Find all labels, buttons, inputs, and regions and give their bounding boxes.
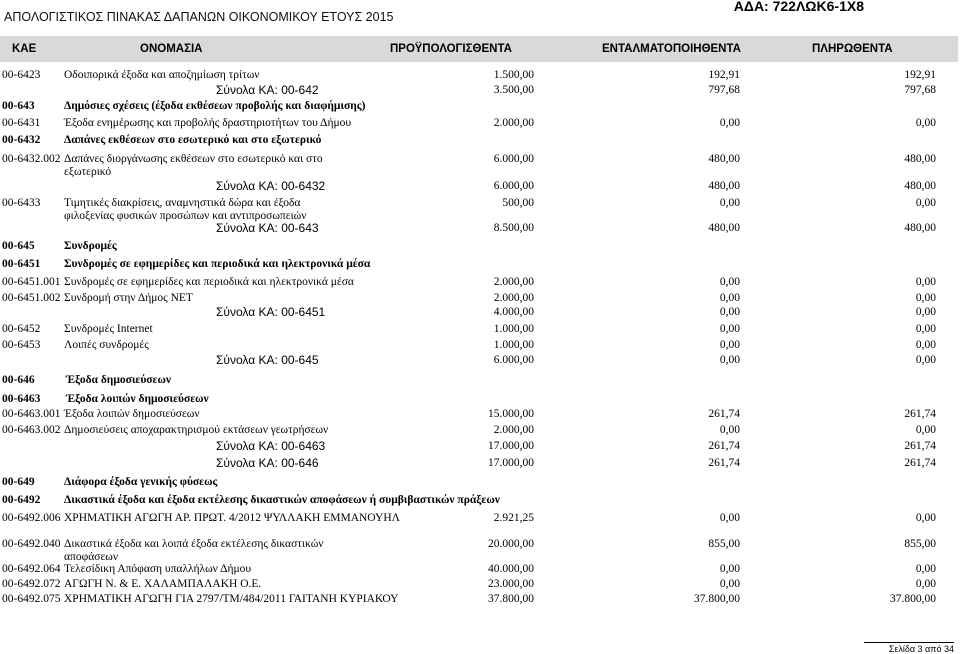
budget-cell: 2.000,00 xyxy=(493,117,534,129)
committed-cell: 0,00 xyxy=(719,292,740,304)
budget-cell: 8.500,00 xyxy=(493,222,534,234)
budget-cell: 20.000,00 xyxy=(488,538,534,550)
description-cell: Συνδρομές Internet xyxy=(64,323,153,335)
description-cell: ΧΡΗΜΑΤΙΚΗ ΑΓΩΓΗ ΓΙΑ 2797/ΤΜ/484/2011 ΓΑΙΤΑΝΗ ΚΥΡΙΑΚΟΥ xyxy=(64,593,399,605)
group-title: Δικαστικά έξοδα και έξοδα εκτέλεσης δικαστικών αποφάσεων ή συμβιβαστικών πράξεων xyxy=(64,494,500,506)
paid-cell: 0,00 xyxy=(915,563,936,575)
code-cell: 00-6492.064 xyxy=(2,563,61,575)
committed-cell: 0,00 xyxy=(719,117,740,129)
budget-cell: 37.800,00 xyxy=(488,593,534,605)
column-header-name: ΟΝΟΜΑΣΙΑ xyxy=(140,43,203,55)
committed-cell: 0,00 xyxy=(719,512,740,524)
committed-cell: 0,00 xyxy=(719,276,740,288)
committed-cell: 0,00 xyxy=(719,354,740,366)
budget-cell: 15.000,00 xyxy=(488,408,534,420)
budget-cell: 6.000,00 xyxy=(493,153,534,165)
paid-cell: 0,00 xyxy=(915,354,936,366)
committed-cell: 855,00 xyxy=(708,538,740,550)
description-cell: Τιμητικές διακρίσεις, αναμνηστικά δώρα και έξοδα φιλοξενίας φυσικών προσώπων και αντιπροσωπειών xyxy=(64,197,307,222)
code-cell: 00-6463.001 xyxy=(2,408,61,420)
budget-cell: 6.000,00 xyxy=(493,354,534,366)
code-cell: 00-6492.040 xyxy=(2,538,61,550)
description-cell: Οδοιπορικά έξοδα και αποζημίωση τρίτων xyxy=(64,69,260,81)
budget-cell: 1.000,00 xyxy=(493,339,534,351)
description-cell: ΑΓΩΓΗ Ν. & Ε. ΧΑΛΑΜΠΑΛΑΚΗ Ο.Ε. xyxy=(64,578,262,590)
description-cell: Έξοδα λοιπών δημοσιεύσεων xyxy=(64,408,200,420)
committed-cell: 0,00 xyxy=(719,306,740,318)
description-cell: Δικαστικά έξοδα και λοιπά έξοδα εκτέλεσης δικαστικών αποφάσεων xyxy=(64,538,324,563)
budget-cell: 40.000,00 xyxy=(488,563,534,575)
committed-cell: 0,00 xyxy=(719,563,740,575)
code-cell: 00-6463 xyxy=(2,393,41,405)
code-cell: 00-643 xyxy=(2,100,35,112)
committed-cell: 261,74 xyxy=(708,457,740,469)
description-cell: Δημοσιεύσεις αποχαρακτηρισμού εκτάσεων γεωτρήσεων xyxy=(64,424,329,436)
group-title: Έξοδα δημοσιεύσεων xyxy=(66,374,172,386)
code-cell: 00-646 xyxy=(2,374,35,386)
description-cell: Λοιπές συνδρομές xyxy=(64,339,149,351)
group-title: Δημόσιες σχέσεις (έξοδα εκθέσεων προβολής και διαφήμισης) xyxy=(64,100,366,112)
budget-cell: 2.000,00 xyxy=(493,276,534,288)
paid-cell: 0,00 xyxy=(915,276,936,288)
code-cell: 00-6433 xyxy=(2,197,41,209)
code-cell: 00-6432.002 xyxy=(2,153,61,165)
code-cell: 00-6451 xyxy=(2,258,41,270)
committed-cell: 480,00 xyxy=(708,180,740,192)
committed-cell: 0,00 xyxy=(719,424,740,436)
paid-cell: 261,74 xyxy=(904,457,936,469)
description-cell: Συνδρομή στην Δήμος ΝΕΤ xyxy=(64,292,193,304)
description-cell: Δαπάνες διοργάνωσης εκθέσεων στο εσωτερικό και στο εξωτερικό xyxy=(64,153,323,178)
paid-cell: 480,00 xyxy=(904,153,936,165)
code-cell: 00-6431 xyxy=(2,117,41,129)
total-label: Σύνολα ΚΑ: 00-646 xyxy=(216,456,319,470)
budget-cell: 17.000,00 xyxy=(488,440,534,452)
column-header-budget: ΠΡΟΫΠΟΛΟΓΙΣΘΕΝΤΑ xyxy=(390,43,512,55)
paid-cell: 261,74 xyxy=(904,440,936,452)
group-title: Έξοδα λοιπών δημοσιεύσεων xyxy=(66,393,209,405)
description-cell: Έξοδα ενημέρωσης και προβολής δραστηριοτήτων του Δήμου xyxy=(64,117,352,129)
paid-cell: 0,00 xyxy=(915,197,936,209)
budget-cell: 2.000,00 xyxy=(493,292,534,304)
paid-cell: 192,91 xyxy=(904,69,936,81)
committed-cell: 480,00 xyxy=(708,222,740,234)
group-title: Συνδρομές xyxy=(64,240,117,252)
description-cell: Τελεσίδικη Απόφαση υπαλλήλων Δήμου xyxy=(64,563,252,575)
total-label: Σύνολα ΚΑ: 00-6463 xyxy=(216,439,326,453)
committed-cell: 797,68 xyxy=(708,84,740,96)
budget-cell: 6.000,00 xyxy=(493,180,534,192)
committed-cell: 0,00 xyxy=(719,578,740,590)
committed-cell: 0,00 xyxy=(719,339,740,351)
budget-cell: 1.500,00 xyxy=(493,69,534,81)
column-header-committed: ΕΝΤΑΛΜΑΤΟΠΟΙΗΘΕΝΤΑ xyxy=(602,43,741,55)
group-title: Συνδρομές σε εφημερίδες και περιοδικά και ηλεκτρονικά μέσα xyxy=(64,258,371,270)
budget-cell: 23.000,00 xyxy=(488,578,534,590)
committed-cell: 480,00 xyxy=(708,153,740,165)
budget-cell: 17.000,00 xyxy=(488,457,534,469)
committed-cell: 261,74 xyxy=(708,440,740,452)
group-title: Δαπάνες εκθέσεων στο εσωτερικό και στο εξωτερικό xyxy=(64,134,322,146)
paid-cell: 0,00 xyxy=(915,292,936,304)
table-header xyxy=(0,36,958,62)
total-label: Σύνολα ΚΑ: 00-6451 xyxy=(216,305,326,319)
budget-cell: 2.921,25 xyxy=(493,512,534,524)
budget-cell: 4.000,00 xyxy=(493,306,534,318)
paid-cell: 261,74 xyxy=(904,408,936,420)
code-cell: 00-6492.072 xyxy=(2,578,61,590)
code-cell: 00-6492 xyxy=(2,494,41,506)
budget-cell: 1.000,00 xyxy=(493,323,534,335)
code-cell: 00-649 xyxy=(2,476,35,488)
description-cell: Συνδρομές σε εφημερίδες και περιοδικά και ηλεκτρονικά μέσα xyxy=(64,276,354,288)
total-label: Σύνολα ΚΑ: 00-645 xyxy=(216,353,319,367)
column-header-kae: ΚΑΕ xyxy=(12,43,37,55)
committed-cell: 192,91 xyxy=(708,69,740,81)
code-cell: 00-645 xyxy=(2,240,35,252)
paid-cell: 37.800,00 xyxy=(890,593,936,605)
code-cell: 00-6492.075 xyxy=(2,593,61,605)
paid-cell: 480,00 xyxy=(904,222,936,234)
paid-cell: 0,00 xyxy=(915,117,936,129)
page-number: Σελίδα 3 από 34 xyxy=(864,642,954,654)
description-cell: ΧΡΗΜΑΤΙΚΗ ΑΓΩΓΗ ΑΡ. ΠΡΩΤ. 4/2012 ΨΥΛΛΑΚΗ ΕΜΜΑΝΟΥΗΛ xyxy=(64,512,400,524)
paid-cell: 0,00 xyxy=(915,339,936,351)
paid-cell: 0,00 xyxy=(915,578,936,590)
code-cell: 00-6451.002 xyxy=(2,292,61,304)
document-title: ΑΠΟΛΟΓΙΣΤΙΚΟΣ ΠΙΝΑΚΑΣ ΔΑΠΑΝΩΝ ΟΙΚΟΝΟΜΙΚΟΥ ΕΤΟΥΣ 2015 xyxy=(4,10,394,24)
committed-cell: 261,74 xyxy=(708,408,740,420)
committed-cell: 0,00 xyxy=(719,197,740,209)
code-cell: 00-6432 xyxy=(2,134,41,146)
code-cell: 00-6492.006 xyxy=(2,512,61,524)
paid-cell: 855,00 xyxy=(904,538,936,550)
ada-code: ΑΔΑ: 722ΛΩΚ6-1Χ8 xyxy=(733,0,864,14)
code-cell: 00-6452 xyxy=(2,323,41,335)
committed-cell: 0,00 xyxy=(719,323,740,335)
paid-cell: 0,00 xyxy=(915,512,936,524)
column-header-paid: ΠΛΗΡΩΘΕΝΤΑ xyxy=(812,43,893,55)
code-cell: 00-6463.002 xyxy=(2,424,61,436)
budget-cell: 2.000,00 xyxy=(493,424,534,436)
committed-cell: 37.800,00 xyxy=(694,593,740,605)
code-cell: 00-6453 xyxy=(2,339,41,351)
total-label: Σύνολα ΚΑ: 00-642 xyxy=(216,83,319,97)
budget-cell: 3.500,00 xyxy=(493,84,534,96)
budget-cell: 500,00 xyxy=(502,197,534,209)
code-cell: 00-6423 xyxy=(2,69,41,81)
total-label: Σύνολα ΚΑ: 00-6432 xyxy=(216,179,326,193)
paid-cell: 0,00 xyxy=(915,424,936,436)
paid-cell: 0,00 xyxy=(915,323,936,335)
group-title: Διάφορα έξοδα γενικής φύσεως xyxy=(64,476,218,488)
paid-cell: 0,00 xyxy=(915,306,936,318)
paid-cell: 797,68 xyxy=(904,84,936,96)
code-cell: 00-6451.001 xyxy=(2,276,61,288)
total-label: Σύνολα ΚΑ: 00-643 xyxy=(216,221,319,235)
paid-cell: 480,00 xyxy=(904,180,936,192)
